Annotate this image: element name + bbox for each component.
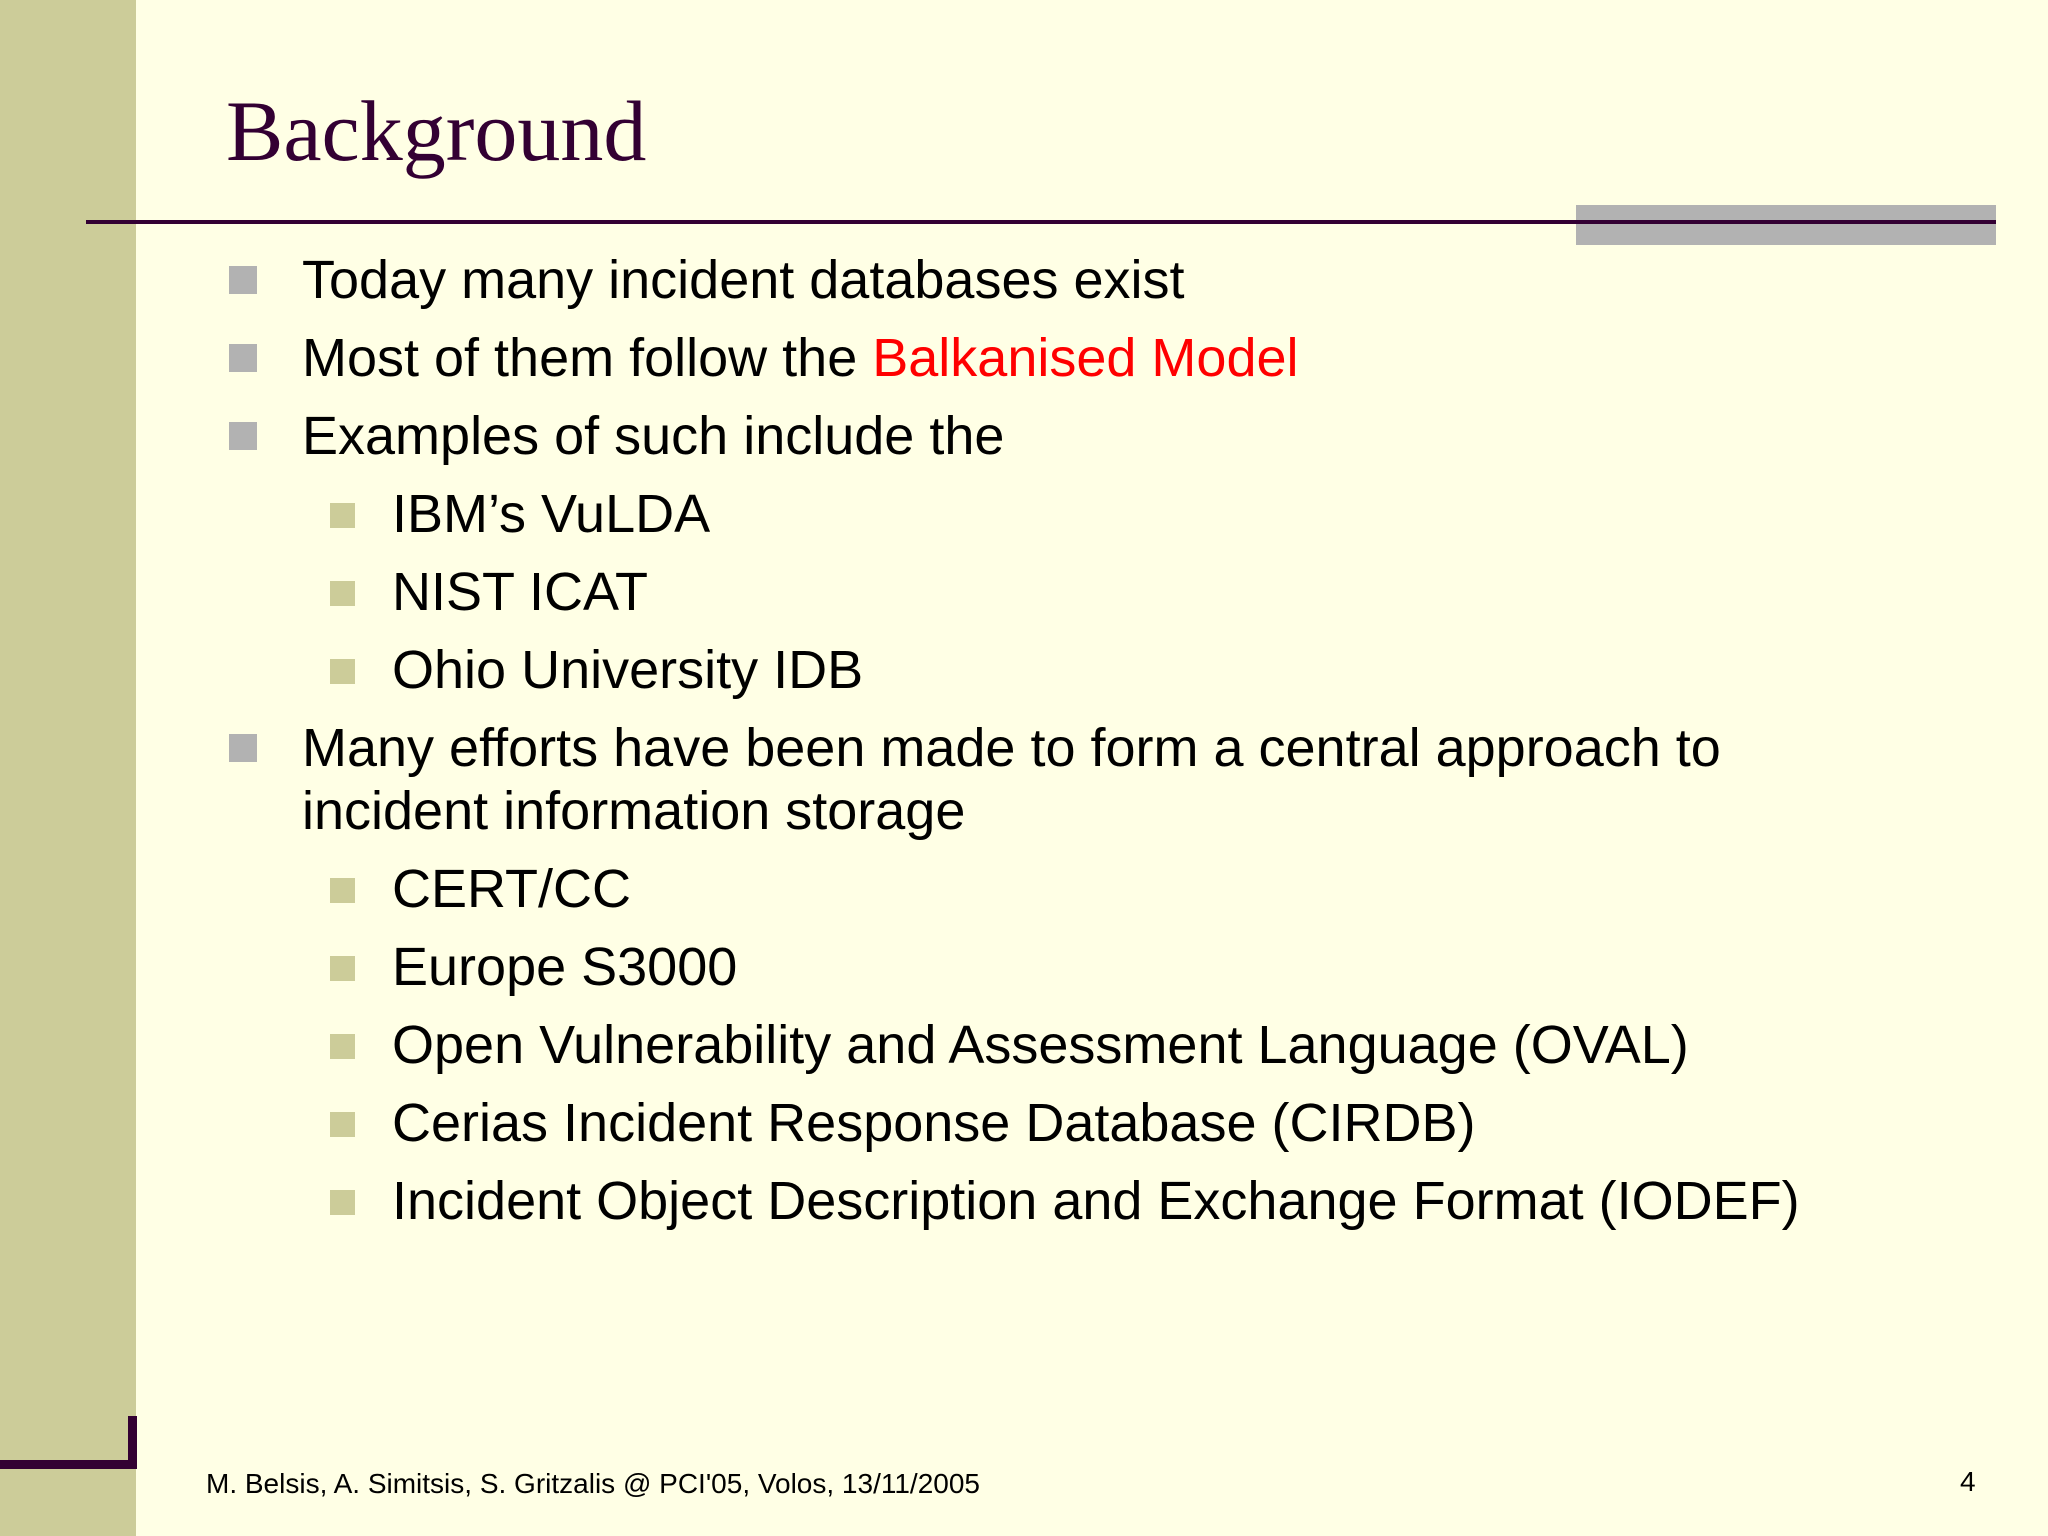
left-accent-bar	[0, 0, 136, 1536]
sub-bullet-square-icon	[330, 1112, 355, 1137]
bullet-square-icon	[229, 344, 257, 372]
slide-title: Background	[226, 83, 647, 179]
sub-bullet-item: CERT/CC	[392, 859, 632, 919]
sub-bullet-item: Europe S3000	[392, 937, 738, 997]
bullet-item-line-2: incident information storage	[302, 781, 966, 841]
sub-bullet-item: IBM’s VuLDA	[392, 484, 711, 544]
bullet-text: Most of them follow the	[302, 328, 873, 388]
bullet-item: Today many incident databases exist	[302, 250, 1185, 310]
bullet-item	[302, 329, 1299, 388]
sub-bullet-item: NIST ICAT	[392, 562, 649, 622]
title-rule-accent-block	[1576, 205, 1996, 245]
sub-bullet-square-icon	[330, 1190, 355, 1215]
left-bar-corner-horizontal	[0, 1460, 137, 1469]
sub-bullet-item: Ohio University IDB	[392, 640, 864, 700]
sub-bullet-square-icon	[330, 956, 355, 981]
sub-bullet-square-icon	[330, 503, 355, 528]
sub-bullet-item: Cerias Incident Response Database (CIRDB)	[392, 1093, 1476, 1153]
slide-footer: M. Belsis, A. Simitsis, S. Gritzalis @ PCI'05, Volos, 13/11/2005	[206, 1468, 980, 1499]
sub-bullet-square-icon	[330, 878, 355, 903]
bullet-square-icon	[229, 734, 257, 762]
bullet-square-icon	[229, 266, 257, 294]
bullet-item: Examples of such include the	[302, 406, 1005, 466]
sub-bullet-item: Incident Object Description and Exchange Format (IODEF)	[392, 1171, 1800, 1231]
sub-bullet-square-icon	[330, 659, 355, 684]
bullet-square-icon	[229, 422, 257, 450]
sub-bullet-square-icon	[330, 581, 355, 606]
bullet-item-line-1: Many efforts have been made to form a central approach to	[302, 718, 1721, 778]
page-number: 4	[1960, 1466, 1976, 1497]
bullet-highlight: Balkanised Model	[872, 328, 1299, 388]
sub-bullet-square-icon	[330, 1034, 355, 1059]
sub-bullet-item: Open Vulnerability and Assessment Language (OVAL)	[392, 1015, 1689, 1075]
title-underline-overlay	[1576, 220, 1996, 224]
